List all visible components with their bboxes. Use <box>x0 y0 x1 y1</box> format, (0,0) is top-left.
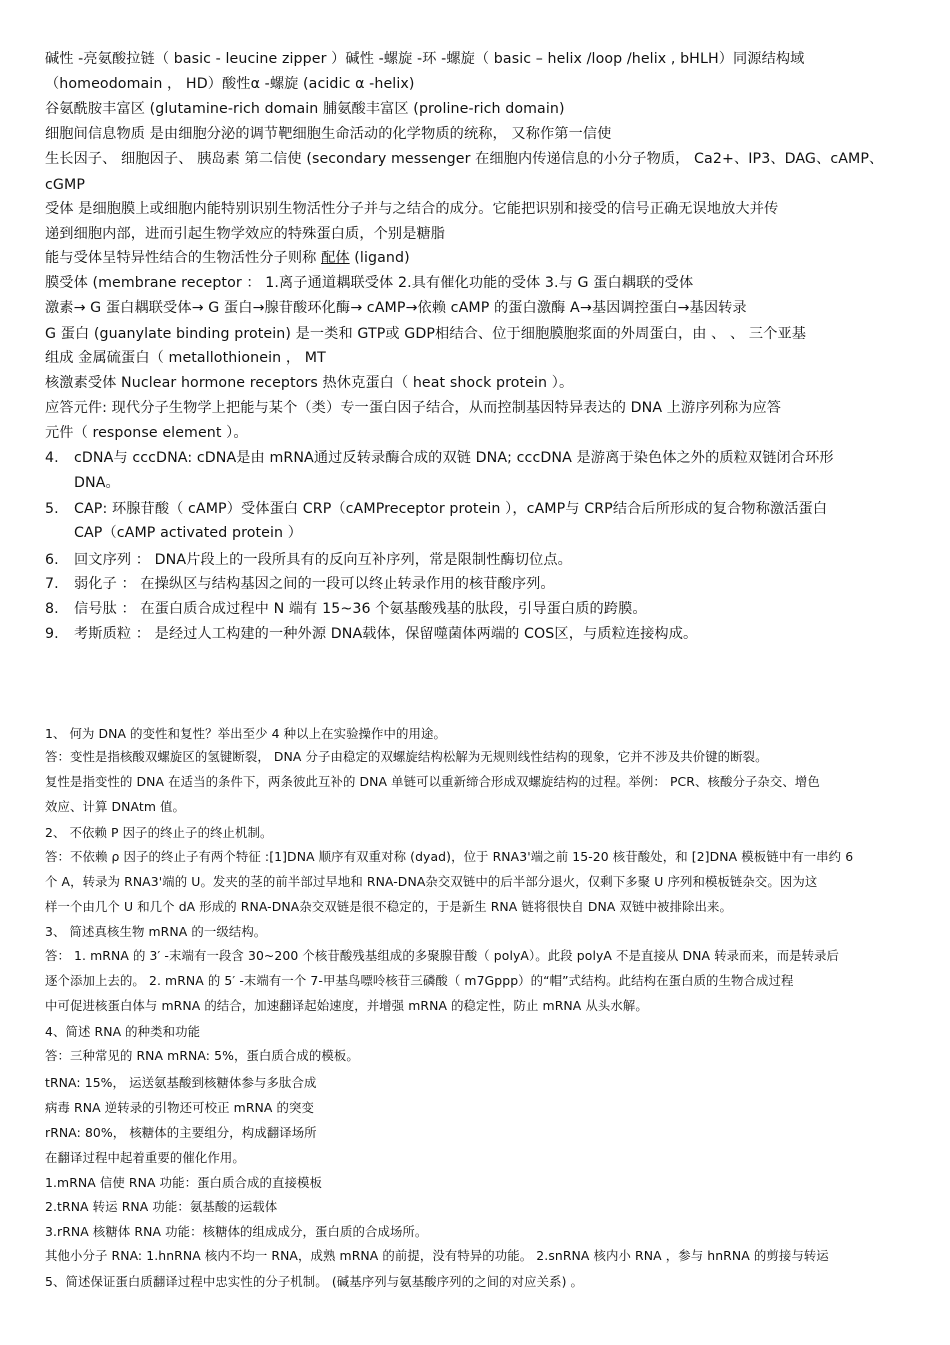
list-item-4 <box>45 450 910 467</box>
text-line: 谷氨酰胺丰富区 (glutamine-rich domain 脯氨酸丰富区 (proline-rich domain) <box>45 101 565 117</box>
answer-line: 答：三种常见的 RNA mRNA: 5%，蛋白质合成的模板。 <box>45 1048 359 1063</box>
text-line: 元件（ response element ）。 <box>45 425 248 441</box>
text-line: 生长因子、 细胞因子、 胰岛素 第二信使 (secondary messenger 在细胞内传递信息的小分子物质， Ca2+、IP3、DAG、cAMP、 <box>45 151 884 167</box>
list-text: cDNA与 cccDNA: cDNA是由 mRNA通过反转录酶合成的双链 DNA; cccDNA 是游离于染色体之外的质粒双链闭合环形 <box>74 450 834 466</box>
list-text: 回文序列 ： DNA片段上的一段所具有的反向互补序列，常是限制性酶切位点。 <box>74 552 572 568</box>
list-number: 5. <box>45 501 59 517</box>
text-fragment: 能与受体呈特异性结合的生物活性分子则称 <box>45 250 322 266</box>
list-item-5 <box>45 501 910 518</box>
answer-line: 1.mRNA 信使 RNA 功能：蛋白质合成的直接模板 <box>45 1175 322 1190</box>
answer-line: 其他小分子 RNA: 1.hnRNA 核内不均一 RNA，成熟 mRNA 的前提，没有特异的功能。 2.snRNA 核内小 RNA ，参与 hnRNA 的剪接与转运 <box>45 1248 829 1263</box>
answer-line: 样一个由几个 U 和几个 dA 形成的 RNA-DNA杂交双链是很不稳定的，于是新生 RNA 链将很快自 DNA 双链中被排除出来。 <box>45 899 732 914</box>
list-text: 考斯质粒 ： 是经过人工构建的一种外源 DNA载体，保留噬菌体两端的 COS区，与质粒连接构成。 <box>74 626 698 642</box>
question-line: 2、 不依赖 P 因子的终止子的终止机制。 <box>45 825 273 840</box>
list-number: 4. <box>45 450 59 466</box>
question-line: 1、 何为 DNA 的变性和复性？举出至少 4 种以上在实验操作中的用途。 <box>45 726 446 741</box>
list-text: 信号肽 ： 在蛋白质合成过程中 N 端有 15~36 个氨基酸残基的肽段，引导蛋白质的跨膜。 <box>74 601 647 617</box>
list-number: 9. <box>45 626 59 642</box>
list-number: 6. <box>45 552 59 568</box>
text-line: 受体 是细胞膜上或细胞内能特别识别生物活性分子并与之结合的成分。它能把识别和接受的信号正确无误地放大并传 <box>45 201 779 217</box>
answer-line: 2.tRNA 转运 RNA 功能：氨基酸的运载体 <box>45 1199 278 1214</box>
text-line: cGMP <box>45 177 85 193</box>
answer-line: 在翻译过程中起着重要的催化作用。 <box>45 1150 245 1165</box>
answer-line: 效应、计算 DNAtm 值。 <box>45 799 186 814</box>
list-text: CAP: 环腺苷酸（ cAMP）受体蛋白 CRP（cAMPreceptor protein ），cAMP与 CRP结合后所形成的复合物称激活蛋白 <box>74 501 828 517</box>
answer-line: 复性是指变性的 DNA 在适当的条件下，两条彼此互补的 DNA 单链可以重新缔合形成双螺旋结构的过程。举例： PCR、核酸分子杂交、增色 <box>45 774 820 789</box>
list-item-6 <box>45 552 910 569</box>
answer-line: tRNA: 15%， 运送氨基酸到核糖体参与多肽合成 <box>45 1075 317 1090</box>
list-text-continued: CAP（cAMP activated protein ） <box>74 525 302 541</box>
text-line: （homeodomain ， HD）酸性α -螺旋 (acidic α -helix) <box>45 76 415 92</box>
list-text: 弱化子 ： 在操纵区与结构基因之间的一段可以终止转录作用的核苷酸序列。 <box>74 576 555 592</box>
ligand-line <box>45 250 910 267</box>
answer-line: 答：变性是指核酸双螺旋区的氢键断裂， DNA 分子由稳定的双螺旋结构松解为无规则线性结构的现象，它并不涉及共价键的断裂。 <box>45 749 768 764</box>
ligand-term: 配体 <box>321 250 350 266</box>
list-item-9 <box>45 626 910 643</box>
text-line: 核激素受体 Nuclear hormone receptors 热休克蛋白（ heat shock protein ）。 <box>45 375 574 391</box>
text-line: 细胞间信息物质 是由细胞分泌的调节靶细胞生命活动的化学物质的统称， 又称作第一信使 <box>45 126 612 142</box>
answer-line: 逐个添加上去的。 2. mRNA 的 5′ -末端有一个 7-甲基鸟嘌呤核苷三磷酸（ m7Gppp）的“帽”式结构。此结构在蛋白质的生物合成过程 <box>45 973 794 988</box>
list-item-8 <box>45 601 910 618</box>
text-line: 递到细胞内部，进而引起生物学效应的特殊蛋白质，个别是糖脂 <box>45 226 446 242</box>
text-line: 碱性 -亮氨酸拉链（ basic - leucine zipper ）碱性 -螺旋 -环 -螺旋（ basic – helix /loop /helix , bHLH）同源结构域 <box>45 51 805 67</box>
list-number: 8. <box>45 601 59 617</box>
text-line: 激素→ G 蛋白耦联受体→ G 蛋白→腺苷酸环化酶→ cAMP→依赖 cAMP 的蛋白激酶 A→基因调控蛋白→基因转录 <box>45 300 747 316</box>
question-line: 5、简述保证蛋白质翻译过程中忠实性的分子机制。 (碱基序列与氨基酸序列的之间的对应关系) 。 <box>45 1274 584 1289</box>
text-line: 膜受体 (membrane receptor ： 1.离子通道耦联受体 2.具有催化功能的受体 3.与 G 蛋白耦联的受体 <box>45 275 694 291</box>
list-number: 7. <box>45 576 59 592</box>
question-line: 4、简述 RNA 的种类和功能 <box>45 1024 201 1039</box>
text-line: 组成 金属硫蛋白（ metallothionein ， MT <box>45 350 326 366</box>
answer-line: 中可促进核蛋白体与 mRNA 的结合，加速翻译起始速度，并增强 mRNA 的稳定性，防止 mRNA 从头水解。 <box>45 998 648 1013</box>
answer-line: 个 A，转录为 RNA3'端的 U。发夹的茎的前半部过早地和 RNA-DNA杂交双链中的后半部分退火，仅剩下多聚 U 序列和模板链杂交。因为这 <box>45 874 818 889</box>
answer-line: 3.rRNA 核糖体 RNA 功能：核糖体的组成成分，蛋白质的合成场所。 <box>45 1224 428 1239</box>
text-fragment: (ligand) <box>349 250 410 266</box>
answer-line: 答： 1. mRNA 的 3′ -末端有一段含 30~200 个核苷酸残基组成的多聚腺苷酸（ polyA）。此段 polyA 不是直接从 DNA 转录而来，而是转录后 <box>45 948 840 963</box>
text-line: 应答元件: 现代分子生物学上把能与某个（类）专一蛋白因子结合，从而控制基因特异表达的 DNA 上游序列称为应答 <box>45 400 782 416</box>
list-text-continued: DNA。 <box>74 475 120 491</box>
answer-line: 病毒 RNA 逆转录的引物还可校正 mRNA 的突变 <box>45 1100 314 1115</box>
list-item-7 <box>45 576 910 593</box>
answer-line: rRNA: 80%， 核糖体的主要组分，构成翻译场所 <box>45 1125 317 1140</box>
answer-line: 答：不依赖 ρ 因子的终止子有两个特征 :[1]DNA 顺序有双重对称 (dyad)，位于 RNA3'端之前 15-20 核苷酸处，和 [2]DNA 模板链中有一串约 6 <box>45 849 854 864</box>
text-line: G 蛋白 (guanylate binding protein) 是一类和 GTP或 GDP相结合、位于细胞膜胞浆面的外周蛋白，由 、 、 三个亚基 <box>45 326 807 342</box>
question-line: 3、 简述真核生物 mRNA 的一级结构。 <box>45 924 267 939</box>
